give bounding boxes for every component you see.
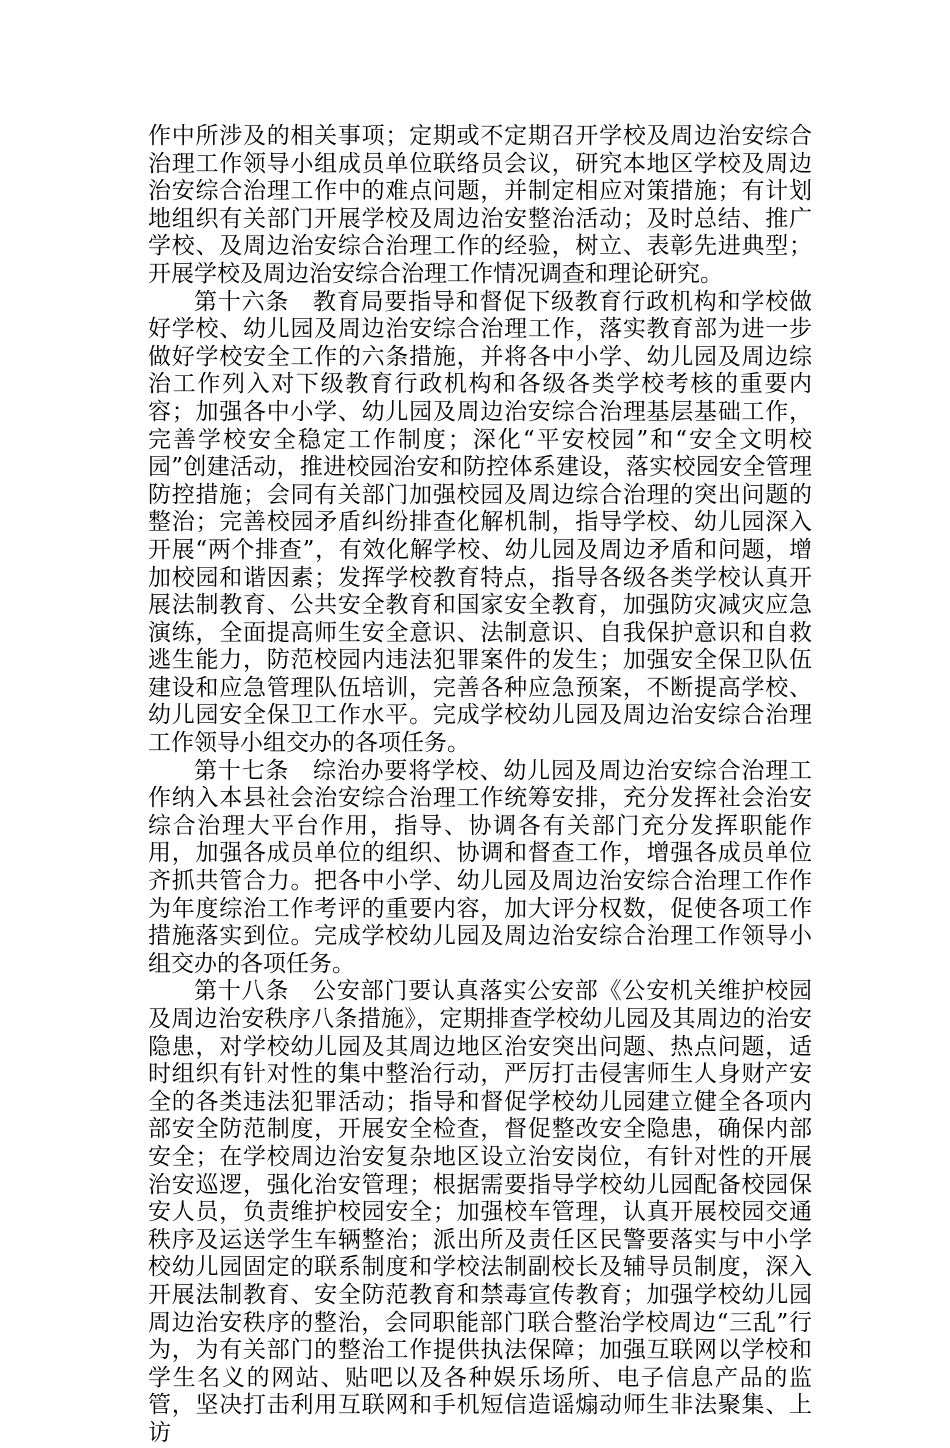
document-body	[148, 123, 812, 1448]
paragraph-article-17: 第十七条 综治办要将学校、幼儿园及周边治安综合治理工作纳入本县社会治安综合治理工作统筹安排，充分发挥社会治安综合治理大平台作用，指导、协调各有关部门充分发挥职能作用，加强各成员单位的组织、协调和督查工作，增强各成员单位齐抓共管合力。把各中小学、幼儿园及周边治安综合治理工作作为年度综治工作考评的重要内容，加大评分权数，促使各项工作措施落实到位。完成学校幼儿园及周边治安综合治理工作领导小组交办的各项任务。	[148, 757, 812, 977]
paragraph-continuation: 作中所涉及的相关事项；定期或不定期召开学校及周边治安综合治理工作领导小组成员单位联络员会议，研究本地区学校及周边治安综合治理工作中的难点问题，并制定相应对策措施；有计划地组织有关部门开展学校及周边治安整治活动；及时总结、推广学校、及周边治安综合治理工作的经验，树立、表彰先进典型；开展学校及周边治安综合治理工作情况调查和理论研究。	[148, 123, 812, 287]
paragraph-article-18: 第十八条 公安部门要认真落实公安部《公安机关维护校园及周边治安秩序八条措施》，定期排查学校幼儿园及其周边的治安隐患，对学校幼儿园及其周边地区治安突出问题、热点问题，适时组织有针对性的集中整治行动，严厉打击侵害师生人身财产安全的各类违法犯罪活动；指导和督促学校幼儿园建立健全各项内部安全防范制度，开展安全检查，督促整改安全隐患，确保内部安全；在学校周边治安复杂地区设立治安岗位，有针对性的开展治安巡逻，强化治安管理；根据需要指导学校幼儿园配备校园保安人员，负责维护校园安全；加强校车管理，认真开展校园交通秩序及运送学生车辆整治；派出所及责任区民警要落实与中小学校幼儿园固定的联系制度和学校法制副校长及辅导员制度，深入开展法制教育、安全防范教育和禁毒宣传教育；加强学校幼儿园周边治安秩序的整治，会同职能部门联合整治学校周边“三乱”行为，为有关部门的整治工作提供执法保障；加强互联网以学校和学生名义的网站、贴吧以及各种娱乐场所、电子信息产品的监管，坚决打击利用互联网和手机短信造谣煽动师生非法聚集、上访	[148, 978, 812, 1446]
paragraph-article-16: 第十六条 教育局要指导和督促下级教育行政机构和学校做好学校、幼儿园及周边治安综合治理工作，落实教育部为进一步做好学校安全工作的六条措施，并将各中小学、幼儿园及周边综治工作列入对下级教育行政机构和各级各类学校考核的重要内容；加强各中小学、幼儿园及周边治安综合治理基层基础工作，完善学校安全稳定工作制度；深化“平安校园”和“安全文明校园”创建活动，推进校园治安和防控体系建设，落实校园安全管理防控措施；会同有关部门加强校园及周边综合治理的突出问题的整治；完善校园矛盾纠纷排查化解机制，指导学校、幼儿园深入开展“两个排查”，有效化解学校、幼儿园及周边矛盾和问题，增加校园和谐因素；发挥学校教育特点，指导各级各类学校认真开展法制教育、公共安全教育和国家安全教育，加强防灾减灾应急演练，全面提高师生安全意识、法制意识、自我保护意识和自救逃生能力，防范校园内违法犯罪案件的发生；加强安全保卫队伍建设和应急管理队伍培训，完善各种应急预案，不断提高学校、幼儿园安全保卫工作水平。完成学校幼儿园及周边治安综合治理工作领导小组交办的各项任务。	[148, 288, 812, 757]
